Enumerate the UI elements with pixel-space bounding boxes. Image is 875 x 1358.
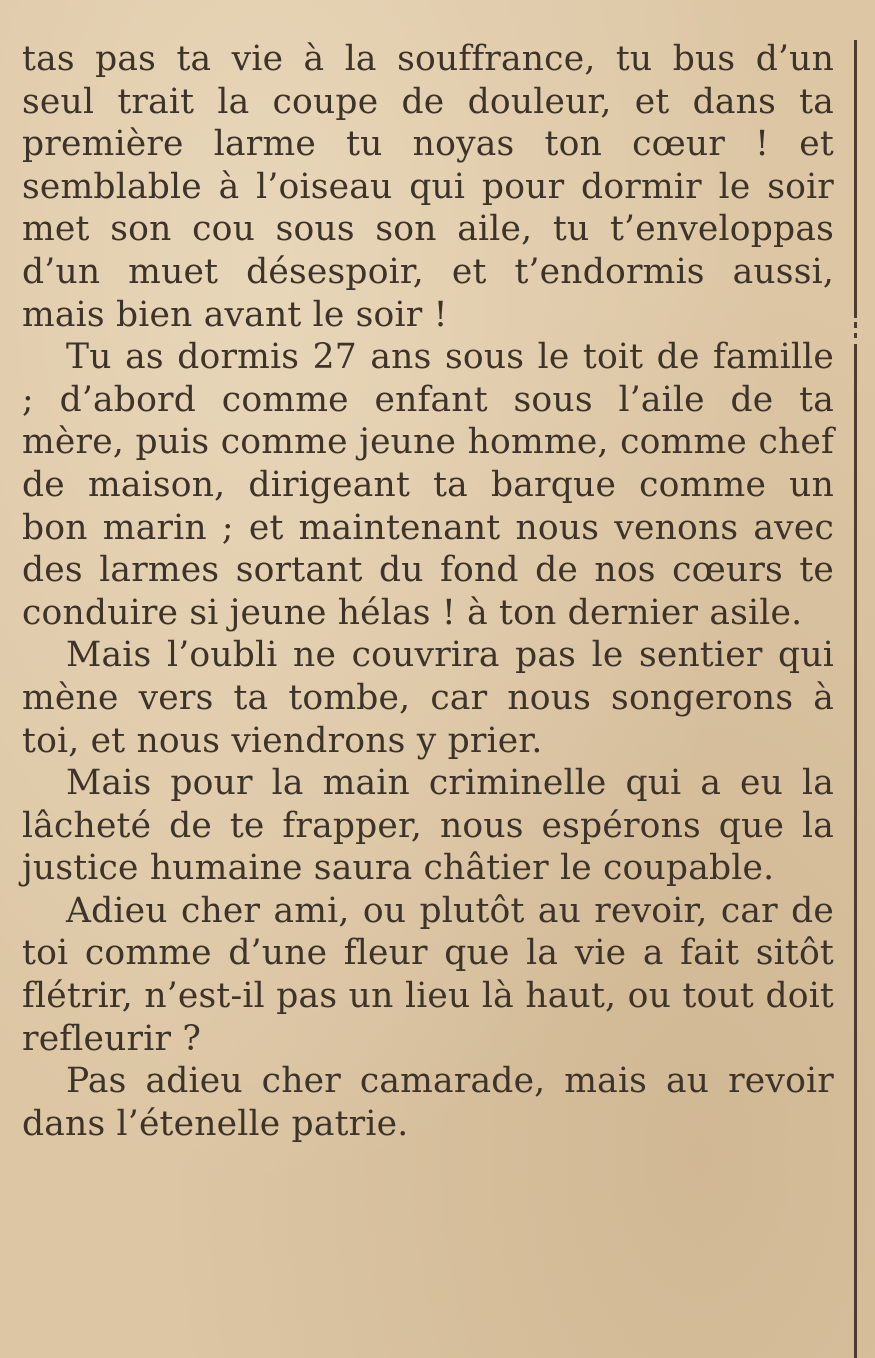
article-paragraph-5: Adieu cher ami, ou plutôt au revoir, car de toi comme d’une fleur que la vie a fait sitôt flétrir, n’est-il pas un lieu là haut, ou tout doit refleurir ? <box>22 890 834 1059</box>
article-paragraph-1: tas pas ta vie à la souffrance, tu bus d’un seul trait la coupe de douleur, et dans ta première larme tu noyas ton cœur ! et semblable à l’oiseau qui pour dormir le soir met son cou sous son aile, tu t’enveloppas d’un muet désespoir, et t’endormis aussi, mais bien avant le soir ! <box>22 39 834 335</box>
article-paragraph-6: Pas adieu cher camarade, mais au revoir dans l’étenelle patrie. <box>22 1061 834 1144</box>
article-paragraph-3: Mais l’oubli ne couvrira pas le sentier qui mène vers ta tombe, car nous songerons à toi, et nous viendrons y prier. <box>22 635 834 761</box>
column-divider-mark <box>854 333 857 338</box>
article-column <box>22 38 834 1145</box>
column-divider-rule <box>854 40 857 1358</box>
article-paragraph-4: Mais pour la main criminelle qui a eu la lâcheté de te frapper, nous espérons que la justice humaine saura châtier le coupable. <box>22 763 834 889</box>
article-paragraph-2: Tu as dormis 27 ans sous le toit de famille ; d’abord comme enfant sous l’aile de ta mère, puis comme jeune homme, comme chef de maison, dirigeant ta barque comme un bon marin ; et maintenant nous venons avec des larmes sortant du fond de nos cœurs te conduire si jeune hélas ! à ton dernier asile. <box>22 337 834 633</box>
column-divider-mark <box>854 322 857 328</box>
